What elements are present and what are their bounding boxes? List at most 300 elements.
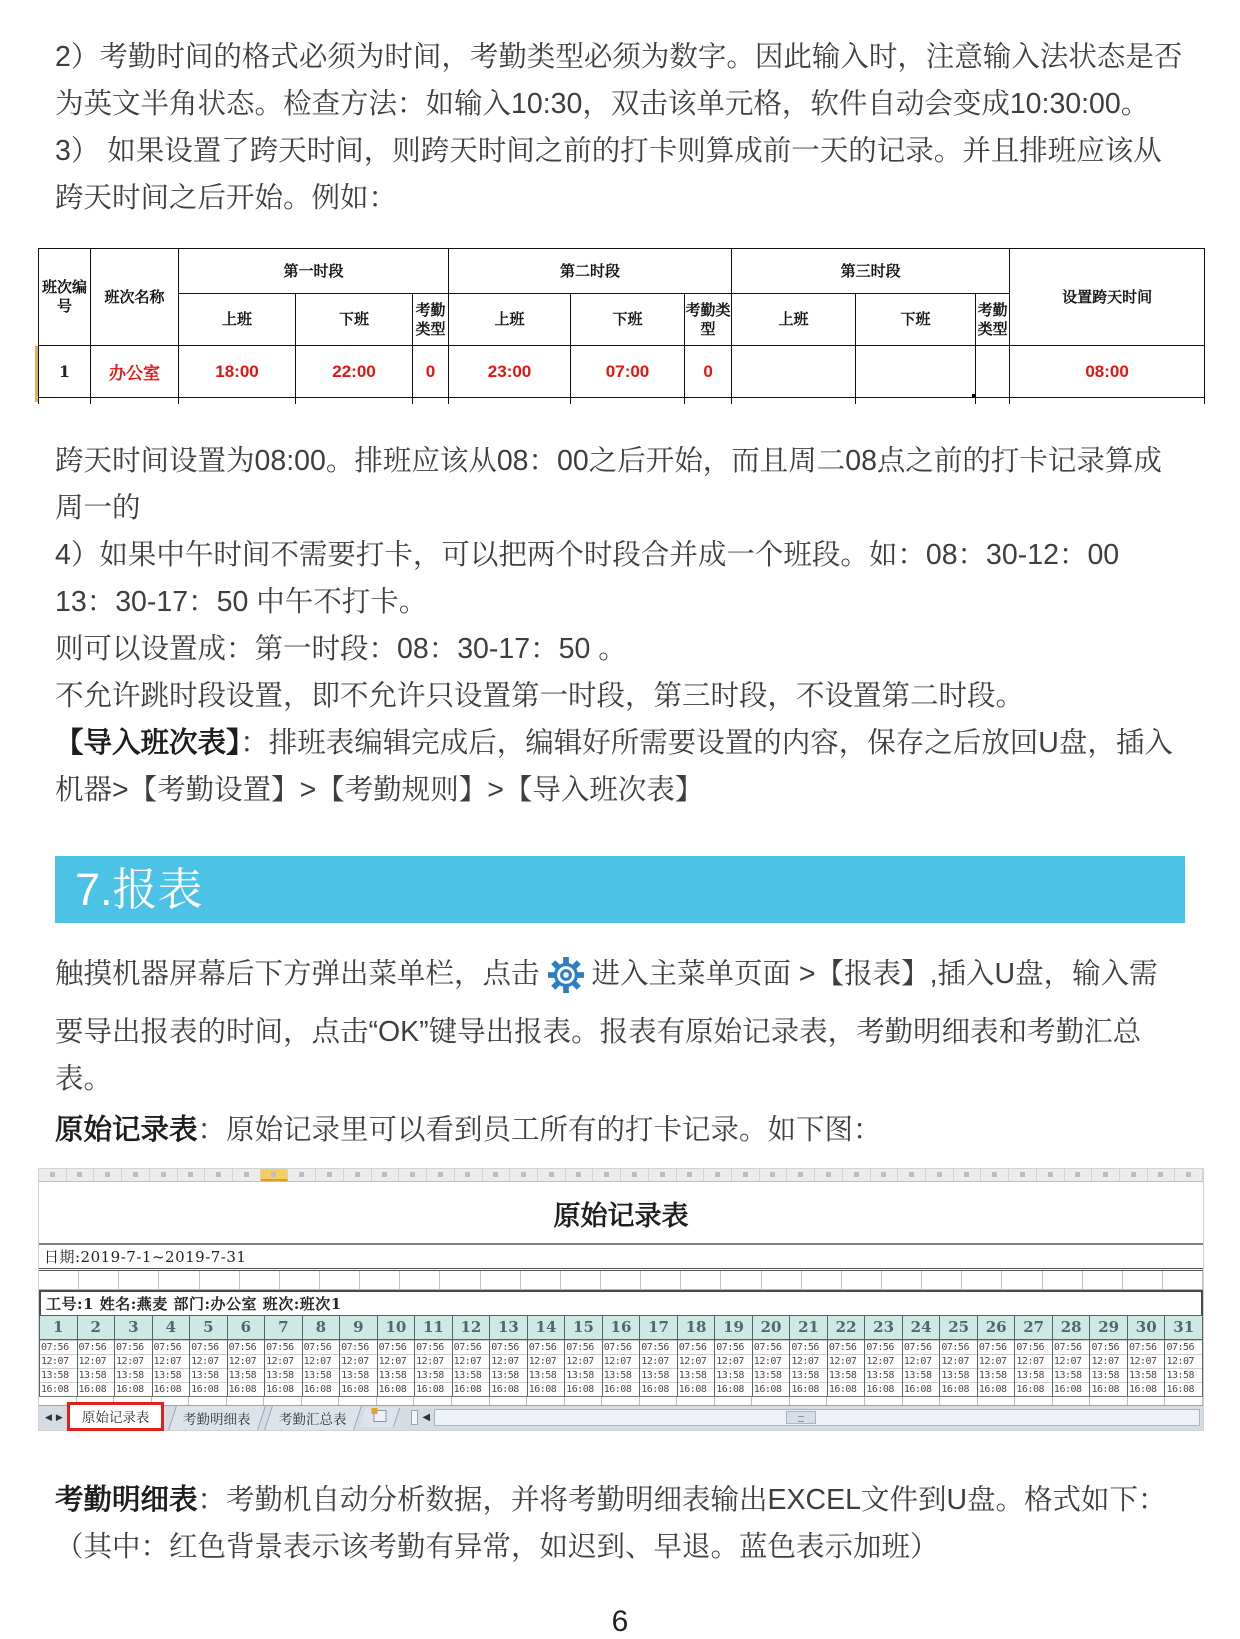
punch-time-cell: 12:07 xyxy=(1053,1354,1090,1368)
header-att-type-1: 考勤类型 xyxy=(413,294,449,346)
punch-time-cell: 12:07 xyxy=(865,1354,902,1368)
excel-partial-cell xyxy=(452,1397,490,1405)
raw-record-label: 原始记录表 xyxy=(55,1113,198,1146)
punch-time-cell: 07:56 xyxy=(678,1340,715,1354)
excel-empty-cell xyxy=(39,1271,79,1289)
punch-time-cell: 16:08 xyxy=(1128,1382,1165,1396)
punch-time-cell: 16:08 xyxy=(190,1382,227,1396)
excel-partial-cell xyxy=(978,1397,1016,1405)
punch-time-cell: 12:07 xyxy=(715,1354,752,1368)
punch-time-cell: 16:08 xyxy=(828,1382,865,1396)
punch-time-cell: 13:58 xyxy=(303,1368,340,1382)
paragraph-detail-intro: 考勤明细表：考勤机自动分析数据，并将考勤明细表输出EXCEL文件到U盘。格式如下：（其中：红色背景表示该考勤有异常，如迟到、早退。蓝色表示加班） xyxy=(55,1483,1167,1563)
table-partial-row xyxy=(39,398,1205,404)
excel-day-column xyxy=(190,1315,228,1396)
excel-day-column xyxy=(603,1315,641,1396)
cell-p3-on xyxy=(732,346,856,398)
punch-time-cell: 12:07 xyxy=(415,1354,452,1368)
header-att-type-3: 考勤类型 xyxy=(976,294,1010,346)
punch-time-cell: 16:08 xyxy=(715,1382,752,1396)
header-on-duty-1: 上班 xyxy=(179,294,296,346)
punch-time-cell: 07:56 xyxy=(790,1340,827,1354)
cell-shift-name: 办公室 xyxy=(91,346,179,398)
excel-partial-cell xyxy=(414,1397,452,1405)
punch-time-cell: 07:56 xyxy=(1015,1340,1052,1354)
excel-partial-cell xyxy=(865,1397,903,1405)
punch-time-cell: 16:08 xyxy=(340,1382,377,1396)
excel-sheet-tab-bar xyxy=(39,1405,1203,1430)
punch-time-cell: 16:08 xyxy=(790,1382,827,1396)
excel-partial-cell xyxy=(527,1397,565,1405)
excel-column-header-cell xyxy=(593,1169,621,1181)
day-number: 15 xyxy=(565,1315,602,1340)
table-row xyxy=(39,346,1205,398)
punch-time-cell: 16:08 xyxy=(265,1382,302,1396)
excel-column-header-cell xyxy=(94,1169,122,1181)
gear-icon xyxy=(547,956,585,1009)
punch-time-cell: 07:56 xyxy=(115,1340,152,1354)
day-number: 17 xyxy=(640,1315,677,1340)
day-number: 22 xyxy=(828,1315,865,1340)
punch-time-cell: 12:07 xyxy=(828,1354,865,1368)
excel-empty-cell xyxy=(762,1271,802,1289)
punch-time-cell: 12:07 xyxy=(565,1354,602,1368)
excel-partial-cell xyxy=(377,1397,415,1405)
punch-time-cell: 12:07 xyxy=(378,1354,415,1368)
excel-column-header-cell xyxy=(205,1169,233,1181)
excel-date-range: 日期:2019-7-1~2019-7-31 xyxy=(39,1243,1203,1271)
punch-time-cell: 13:58 xyxy=(78,1368,115,1382)
excel-partial-cell xyxy=(640,1397,678,1405)
punch-time-cell: 13:58 xyxy=(828,1368,865,1382)
selected-cell[interactable] xyxy=(856,346,976,398)
cell-p1-off: 22:00 xyxy=(296,346,413,398)
punch-time-cell: 13:58 xyxy=(1015,1368,1052,1382)
excel-column-header-cell xyxy=(1092,1169,1120,1181)
excel-partial-cell xyxy=(903,1397,941,1405)
excel-column-header-cell xyxy=(566,1169,594,1181)
excel-column-header-cell xyxy=(1065,1169,1093,1181)
punch-time-cell: 16:08 xyxy=(490,1382,527,1396)
punch-time-cell: 13:58 xyxy=(1090,1368,1127,1382)
excel-empty-cell xyxy=(1083,1271,1123,1289)
excel-column-header-cell xyxy=(455,1169,483,1181)
punch-time-cell: 16:08 xyxy=(115,1382,152,1396)
sheet-tab-raw-record[interactable]: 原始记录表 xyxy=(67,1402,165,1431)
punch-time-cell: 07:56 xyxy=(603,1340,640,1354)
punch-time-cell: 13:58 xyxy=(115,1368,152,1382)
punch-time-cell: 12:07 xyxy=(528,1354,565,1368)
punch-time-cell: 16:08 xyxy=(753,1382,790,1396)
header-period-3: 第三时段 xyxy=(732,249,1010,294)
punch-time-cell: 12:07 xyxy=(115,1354,152,1368)
punch-time-cell: 13:58 xyxy=(903,1368,940,1382)
punch-time-cell: 16:08 xyxy=(378,1382,415,1396)
day-number: 6 xyxy=(228,1315,265,1340)
punch-time-cell: 07:56 xyxy=(978,1340,1015,1354)
excel-day-column xyxy=(1015,1315,1053,1396)
punch-time-cell: 16:08 xyxy=(640,1382,677,1396)
cell-p1-on: 18:00 xyxy=(179,346,296,398)
excel-partial-cell xyxy=(339,1397,377,1405)
punch-time-cell: 07:56 xyxy=(565,1340,602,1354)
punch-time-cell: 07:56 xyxy=(865,1340,902,1354)
excel-column-header-cell xyxy=(178,1169,206,1181)
punch-time-cell: 13:58 xyxy=(490,1368,527,1382)
excel-column-header-cell xyxy=(538,1169,566,1181)
excel-column-header-cell xyxy=(1037,1169,1065,1181)
punch-time-cell: 07:56 xyxy=(453,1340,490,1354)
punch-time-cell: 07:56 xyxy=(753,1340,790,1354)
punch-time-cell: 12:07 xyxy=(190,1354,227,1368)
header-period-2: 第二时段 xyxy=(449,249,732,294)
excel-column-header-cell xyxy=(981,1169,1009,1181)
punch-time-cell: 12:07 xyxy=(753,1354,790,1368)
day-number: 26 xyxy=(978,1315,1015,1340)
excel-day-column xyxy=(565,1315,603,1396)
page-number: 6 xyxy=(611,1604,629,1638)
header-on-duty-3: 上班 xyxy=(732,294,856,346)
excel-column-header-cell xyxy=(150,1169,178,1181)
punch-time-cell: 12:07 xyxy=(903,1354,940,1368)
section-7-banner xyxy=(55,856,1185,923)
paragraph-2: 2）考勤时间的格式必须为时间，考勤类型必须为数字。因此输入时，注意输入法状态是否为英文半角状态。检查方法：如输入10:30，双击该单元格，软件自动会变成10:30:00。 xyxy=(55,41,1183,120)
excel-day-column xyxy=(340,1315,378,1396)
punch-time-cell: 12:07 xyxy=(790,1354,827,1368)
punch-time-cell: 16:08 xyxy=(565,1382,602,1396)
punch-time-cell: 12:07 xyxy=(1165,1354,1202,1368)
punch-time-cell: 07:56 xyxy=(940,1340,977,1354)
excel-partial-cell xyxy=(227,1397,265,1405)
excel-empty-cell xyxy=(1043,1271,1083,1289)
punch-time-cell: 16:08 xyxy=(153,1382,190,1396)
excel-column-header-cell xyxy=(732,1169,760,1181)
excel-column-headers xyxy=(39,1169,1203,1182)
punch-time-cell: 12:07 xyxy=(303,1354,340,1368)
sheet-nav-left-icon[interactable]: ◀ xyxy=(45,1412,52,1422)
punch-time-cell: 07:56 xyxy=(40,1340,77,1354)
excel-partial-cell xyxy=(752,1397,790,1405)
day-number: 28 xyxy=(1053,1315,1090,1340)
excel-column-header-cell xyxy=(1009,1169,1037,1181)
punch-time-cell: 12:07 xyxy=(678,1354,715,1368)
paragraph-import-shift: 【导入班次表】：排班表编辑完成后，编辑好所需要设置的内容，保存之后放回U盘，插入机器>【考勤设置】>【考勤规则】>【导入班次表】 xyxy=(55,726,1173,806)
day-number: 11 xyxy=(415,1315,452,1340)
excel-partial-cell xyxy=(790,1397,828,1405)
punch-time-cell: 12:07 xyxy=(978,1354,1015,1368)
excel-column-header-cell xyxy=(677,1169,705,1181)
day-number: 14 xyxy=(528,1315,565,1340)
punch-time-cell: 07:56 xyxy=(378,1340,415,1354)
cell-p2-off: 07:00 xyxy=(571,346,685,398)
excel-partial-cell xyxy=(264,1397,302,1405)
row-selection-accent xyxy=(35,346,38,402)
day-number: 2 xyxy=(78,1315,115,1340)
paragraph-raw-record-intro: 原始记录表：原始记录里可以看到员工所有的打卡记录。如下图： xyxy=(55,1113,882,1146)
excel-day-column xyxy=(78,1315,116,1396)
horizontal-scrollbar[interactable] xyxy=(434,1409,1200,1426)
punch-time-cell: 12:07 xyxy=(1128,1354,1165,1368)
punch-time-cell: 16:08 xyxy=(40,1382,77,1396)
excel-partial-cell xyxy=(715,1397,753,1405)
punch-time-cell: 07:56 xyxy=(153,1340,190,1354)
punch-time-cell: 12:07 xyxy=(1015,1354,1052,1368)
day-number: 24 xyxy=(903,1315,940,1340)
punch-time-cell: 16:08 xyxy=(228,1382,265,1396)
excel-empty-cell xyxy=(601,1271,641,1289)
excel-empty-cell xyxy=(521,1271,561,1289)
punch-time-cell: 13:58 xyxy=(565,1368,602,1382)
punch-time-cell: 07:56 xyxy=(528,1340,565,1354)
excel-partial-row xyxy=(39,1396,1203,1405)
punch-time-cell: 07:56 xyxy=(190,1340,227,1354)
excel-empty-cell xyxy=(440,1271,480,1289)
punch-time-cell: 13:58 xyxy=(1165,1368,1202,1382)
excel-empty-cell xyxy=(721,1271,761,1289)
punch-time-cell: 07:56 xyxy=(340,1340,377,1354)
header-cross-day: 设置跨天时间 xyxy=(1010,249,1205,346)
punch-time-cell: 07:56 xyxy=(228,1340,265,1354)
excel-partial-cell xyxy=(1053,1397,1091,1405)
paragraph-4: 4）如果中午时间不需要打卡，可以把两个时段合并成一个班段。如：08：30-12：00 13：30-17：50 中午不打卡。 xyxy=(55,538,1120,618)
excel-day-column xyxy=(378,1315,416,1396)
section-7-title: 7.报表 xyxy=(75,863,203,915)
excel-partial-cell xyxy=(1128,1397,1166,1405)
excel-partial-cell xyxy=(602,1397,640,1405)
excel-partial-cell xyxy=(827,1397,865,1405)
punch-time-cell: 07:56 xyxy=(490,1340,527,1354)
excel-empty-cell xyxy=(802,1271,842,1289)
excel-empty-cell xyxy=(882,1271,922,1289)
header-off-duty-3: 下班 xyxy=(856,294,976,346)
excel-day-column xyxy=(228,1315,266,1396)
sheet-tab-detail[interactable]: 考勤明细表 xyxy=(168,1406,265,1430)
header-shift-name: 班次名称 xyxy=(91,249,179,346)
excel-empty-cell xyxy=(681,1271,721,1289)
punch-time-cell: 13:58 xyxy=(153,1368,190,1382)
punch-time-cell: 07:56 xyxy=(78,1340,115,1354)
paragraph-3: 3） 如果设置了跨天时间，则跨天时间之前的打卡则算成前一天的记录。并且排班应该从跨天时间之后开始。例如： xyxy=(55,135,1162,214)
excel-column-header-cell xyxy=(898,1169,926,1181)
excel-column-header-cell xyxy=(926,1169,954,1181)
punch-time-cell: 16:08 xyxy=(1090,1382,1127,1396)
sheet-tab-summary[interactable]: 考勤汇总表 xyxy=(264,1406,361,1430)
punch-time-cell: 12:07 xyxy=(78,1354,115,1368)
punch-time-cell: 12:07 xyxy=(453,1354,490,1368)
paragraph-5: 则可以设置成：第一时段：08：30-17：50 。 xyxy=(55,632,627,665)
day-number: 9 xyxy=(340,1315,377,1340)
punch-time-cell: 12:07 xyxy=(940,1354,977,1368)
day-number: 16 xyxy=(603,1315,640,1340)
excel-column-header-cell xyxy=(510,1169,538,1181)
punch-time-cell: 07:56 xyxy=(640,1340,677,1354)
shift-schedule-table xyxy=(38,248,1204,404)
excel-column-header-cell xyxy=(760,1169,788,1181)
excel-empty-cell xyxy=(641,1271,681,1289)
excel-column-header-cell xyxy=(427,1169,455,1181)
excel-empty-cell xyxy=(360,1271,400,1289)
punch-time-cell: 07:56 xyxy=(265,1340,302,1354)
excel-empty-cell xyxy=(200,1271,240,1289)
excel-employee-info: 工号:1 姓名:燕麦 部门:办公室 班次:班次1 xyxy=(39,1290,1203,1315)
sheet-nav-right-icon[interactable]: ▶ xyxy=(55,1412,63,1422)
punch-time-cell: 16:08 xyxy=(453,1382,490,1396)
excel-column-header-cell xyxy=(787,1169,815,1181)
excel-day-column xyxy=(640,1315,678,1396)
scrollbar-thumb[interactable] xyxy=(786,1411,816,1424)
excel-day-column xyxy=(753,1315,791,1396)
excel-empty-row xyxy=(39,1271,1203,1290)
excel-day-column xyxy=(978,1315,1016,1396)
day-number: 13 xyxy=(490,1315,527,1340)
excel-column-header-cell xyxy=(1175,1169,1203,1181)
punch-time-cell: 13:58 xyxy=(265,1368,302,1382)
excel-column-header-cell xyxy=(372,1169,400,1181)
punch-time-cell: 16:08 xyxy=(1015,1382,1052,1396)
punch-time-cell: 13:58 xyxy=(1128,1368,1165,1382)
punch-time-cell: 07:56 xyxy=(715,1340,752,1354)
excel-day-column xyxy=(903,1315,941,1396)
header-att-type-2: 考勤类型 xyxy=(685,294,732,346)
punch-time-cell: 16:08 xyxy=(1053,1382,1090,1396)
day-number: 18 xyxy=(678,1315,715,1340)
insert-worksheet-icon[interactable] xyxy=(360,1408,400,1427)
punch-time-cell: 13:58 xyxy=(640,1368,677,1382)
punch-time-cell: 12:07 xyxy=(490,1354,527,1368)
excel-column-header-cell xyxy=(649,1169,677,1181)
day-number: 31 xyxy=(1165,1315,1202,1340)
excel-partial-cell xyxy=(677,1397,715,1405)
cell-cross-day: 08:00 xyxy=(1010,346,1205,398)
punch-time-cell: 12:07 xyxy=(640,1354,677,1368)
excel-day-column xyxy=(528,1315,566,1396)
header-on-duty-2: 上班 xyxy=(449,294,571,346)
excel-column-header-cell xyxy=(233,1169,261,1181)
excel-column-header-cell xyxy=(122,1169,150,1181)
day-number: 7 xyxy=(265,1315,302,1340)
punch-time-cell: 12:07 xyxy=(153,1354,190,1368)
punch-time-cell: 13:58 xyxy=(1053,1368,1090,1382)
excel-empty-cell xyxy=(320,1271,360,1289)
punch-time-cell: 16:08 xyxy=(528,1382,565,1396)
punch-time-cell: 16:08 xyxy=(1165,1382,1202,1396)
punch-time-cell: 13:58 xyxy=(940,1368,977,1382)
excel-empty-cell xyxy=(280,1271,320,1289)
day-number: 10 xyxy=(378,1315,415,1340)
punch-time-cell: 07:56 xyxy=(303,1340,340,1354)
excel-day-column xyxy=(1090,1315,1128,1396)
punch-time-cell: 13:58 xyxy=(528,1368,565,1382)
punch-time-cell: 13:58 xyxy=(715,1368,752,1382)
cell-p2-type: 0 xyxy=(685,346,732,398)
punch-time-cell: 12:07 xyxy=(603,1354,640,1368)
day-number: 25 xyxy=(940,1315,977,1340)
excel-day-column xyxy=(153,1315,191,1396)
punch-time-cell: 07:56 xyxy=(903,1340,940,1354)
cell-p2-on: 23:00 xyxy=(449,346,571,398)
day-number: 27 xyxy=(1015,1315,1052,1340)
punch-time-cell: 13:58 xyxy=(978,1368,1015,1382)
scroll-left-icon[interactable]: ◀ xyxy=(422,1412,431,1423)
excel-day-column xyxy=(1053,1315,1091,1396)
excel-partial-cell xyxy=(490,1397,528,1405)
punch-time-cell: 16:08 xyxy=(303,1382,340,1396)
header-off-duty-2: 下班 xyxy=(571,294,685,346)
day-number: 3 xyxy=(115,1315,152,1340)
detail-report-label: 考勤明细表 xyxy=(55,1483,198,1516)
day-number: 29 xyxy=(1090,1315,1127,1340)
punch-time-cell: 13:58 xyxy=(378,1368,415,1382)
day-number: 20 xyxy=(753,1315,790,1340)
excel-day-column xyxy=(1165,1315,1203,1396)
day-number: 5 xyxy=(190,1315,227,1340)
tab-split-handle[interactable] xyxy=(411,1410,418,1425)
punch-time-cell: 13:58 xyxy=(753,1368,790,1382)
punch-time-cell: 16:08 xyxy=(78,1382,115,1396)
punch-time-cell: 07:56 xyxy=(1165,1340,1202,1354)
excel-column-header-cell xyxy=(843,1169,871,1181)
punch-time-cell: 13:58 xyxy=(678,1368,715,1382)
punch-time-cell: 13:58 xyxy=(228,1368,265,1382)
cell-shift-no: 1 xyxy=(39,346,91,398)
excel-empty-cell xyxy=(79,1271,119,1289)
punch-time-cell: 13:58 xyxy=(40,1368,77,1382)
punch-time-cell: 07:56 xyxy=(828,1340,865,1354)
excel-empty-cell xyxy=(240,1271,280,1289)
excel-day-column xyxy=(40,1315,78,1396)
day-number: 4 xyxy=(153,1315,190,1340)
excel-column-header-cell xyxy=(704,1169,732,1181)
punch-time-cell: 16:08 xyxy=(940,1382,977,1396)
excel-day-grid xyxy=(39,1315,1203,1396)
punch-time-cell: 16:08 xyxy=(903,1382,940,1396)
excel-day-column xyxy=(303,1315,341,1396)
excel-column-header-cell xyxy=(344,1169,372,1181)
excel-column-header-cell xyxy=(483,1169,511,1181)
excel-partial-cell xyxy=(565,1397,603,1405)
excel-empty-cell xyxy=(962,1271,1002,1289)
punch-time-cell: 16:08 xyxy=(865,1382,902,1396)
excel-empty-cell xyxy=(119,1271,159,1289)
punch-time-cell: 13:58 xyxy=(603,1368,640,1382)
header-shift-no: 班次编号 xyxy=(39,249,91,346)
excel-day-column xyxy=(678,1315,716,1396)
punch-time-cell: 13:58 xyxy=(790,1368,827,1382)
day-number: 1 xyxy=(40,1315,77,1340)
excel-day-column xyxy=(115,1315,153,1396)
punch-time-cell: 16:08 xyxy=(603,1382,640,1396)
excel-column-header-cell xyxy=(67,1169,95,1181)
excel-column-header-cell xyxy=(621,1169,649,1181)
excel-day-column xyxy=(715,1315,753,1396)
day-number: 8 xyxy=(303,1315,340,1340)
punch-time-cell: 16:08 xyxy=(978,1382,1015,1396)
excel-day-column xyxy=(265,1315,303,1396)
punch-time-cell: 07:56 xyxy=(1128,1340,1165,1354)
import-shift-label: 【导入班次表】 xyxy=(55,726,241,759)
excel-report-title: 原始记录表 xyxy=(553,1200,689,1232)
excel-day-column xyxy=(940,1315,978,1396)
excel-column-header-cell xyxy=(1120,1169,1148,1181)
day-number: 21 xyxy=(790,1315,827,1340)
excel-empty-cell xyxy=(1002,1271,1042,1289)
excel-column-header-cell xyxy=(871,1169,899,1181)
excel-column-header-cell xyxy=(954,1169,982,1181)
excel-column-header-cell xyxy=(1148,1169,1176,1181)
cell-p1-type: 0 xyxy=(413,346,449,398)
excel-column-header-cell xyxy=(815,1169,843,1181)
excel-partial-cell xyxy=(1165,1397,1203,1405)
